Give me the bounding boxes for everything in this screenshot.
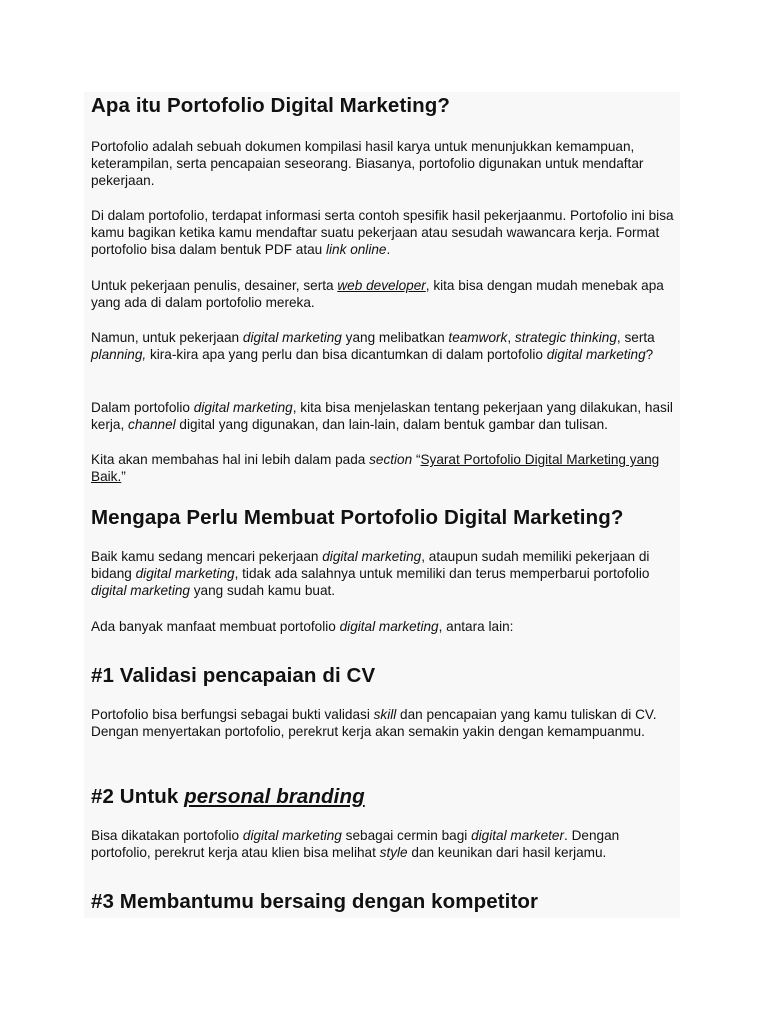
link-personal-branding[interactable]: personal branding bbox=[184, 785, 365, 808]
heading-mengapa-perlu: Mengapa Perlu Membuat Portofolio Digital Marketing? bbox=[91, 506, 624, 529]
paragraph-namun-digital-marketing: Namun, untuk pekerjaan digital marketing yang melibatkan teamwork, strategic thinking, serta planning, kira-kira apa yang perlu dan bisa dicantumkan di dalam portofolio digital marketing? bbox=[91, 330, 655, 362]
paragraph-cermin: Bisa dikatakan portofolio digital marketing sebagai cermin bagi digital marketer. Dengan portofolio, perekrut kerja atau klien bisa melihat style dan keunikan dari hasil kerjamu. bbox=[91, 828, 620, 860]
paragraph-banyak-manfaat: Ada banyak manfaat membuat portofolio digital marketing, antara lain: bbox=[91, 619, 514, 634]
term-link-online: link online bbox=[326, 242, 387, 257]
paragraph-validasi: Portofolio bisa berfungsi sebagai bukti validasi skill dan pencapaian yang kamu tuliskan di CV. Dengan menyertakan portofolio, perekrut kerja akan semakin yakin dengan kemampuanmu. bbox=[91, 707, 657, 739]
link-syarat-portofolio[interactable]: Syarat Portofolio Digital Marketing yang Baik. bbox=[91, 452, 660, 484]
heading-bersaing-kompetitor: #3 Membantumu bersaing dengan kompetitor bbox=[91, 890, 539, 913]
paragraph-definisi: Portofolio adalah sebuah dokumen kompilasi hasil karya untuk menunjukkan kemampuan, keterampilan, serta pencapaian seseorang. Biasanya, portofolio digunakan untuk mendaftar pekerjaan. bbox=[91, 139, 644, 188]
paragraph-penulis-desainer: Untuk pekerjaan penulis, desainer, serta web developer, kita bisa dengan mudah menebak apa yang ada di dalam portofolio mereka. bbox=[91, 278, 664, 310]
heading-apa-itu-portofolio: Apa itu Portofolio Digital Marketing? bbox=[91, 94, 451, 117]
paragraph-section-reference: Kita akan membahas hal ini lebih dalam pada section “Syarat Portofolio Digital Marketing yang Baik.” bbox=[91, 452, 660, 484]
paragraph-baik-kamu: Baik kamu sedang mencari pekerjaan digital marketing, ataupun sudah memiliki pekerjaan di bidang digital marketing, tidak ada salahnya untuk memiliki dan terus memperbarui portofolio digital marketing yang sudah kamu buat. bbox=[91, 549, 650, 598]
paragraph-dalam-portofolio: Dalam portofolio digital marketing, kita bisa menjelaskan tentang pekerjaan yang dilakukan, hasil kerja, channel digital yang digunakan, dan lain-lain, dalam bentuk gambar dan tulisan. bbox=[91, 400, 673, 432]
paragraph-isi-portofolio: Di dalam portofolio, terdapat informasi serta contoh spesifik hasil pekerjaanmu. Portofolio ini bisa kamu bagikan ketika kamu mendaftar suatu pekerjaan atau sesudah wawancara kerja. Format portofolio bisa dalam bentuk PDF atau link online. bbox=[91, 208, 674, 257]
document-page bbox=[84, 92, 680, 918]
link-web-developer[interactable]: web developer bbox=[337, 278, 426, 293]
heading-personal-branding: #2 Untuk personal branding bbox=[91, 785, 365, 808]
heading-validasi-cv: #1 Validasi pencapaian di CV bbox=[91, 664, 376, 687]
